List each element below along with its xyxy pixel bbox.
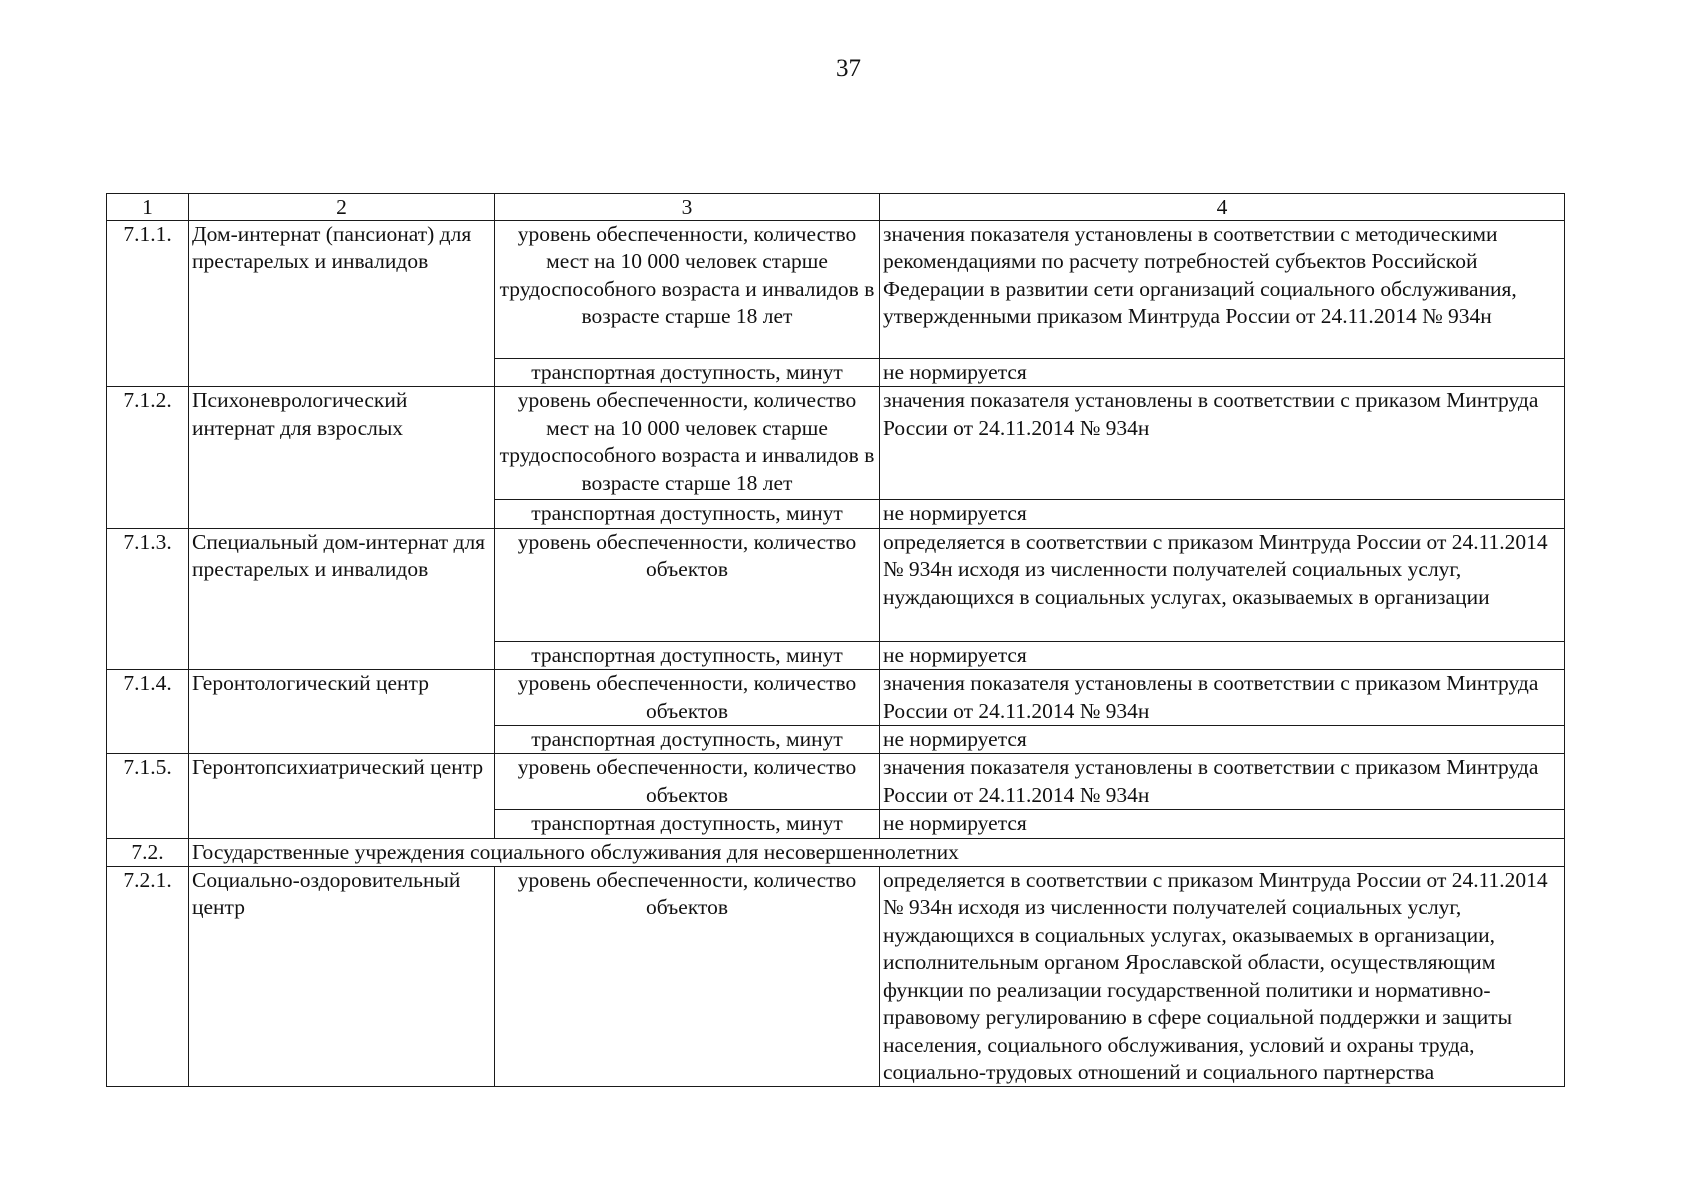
- row-number: 7.2.1.: [107, 867, 189, 1087]
- value-cell: значения показателя установлены в соответствии с приказом Минтруда России от 24.11.2014 № 934н: [880, 387, 1565, 500]
- table-row: [107, 221, 1565, 359]
- facility-name: Геронтопсихиатрический центр: [189, 754, 495, 838]
- section-title: Государственные учреждения социального обслуживания для несовершеннолетних: [189, 838, 1565, 866]
- indicator-cell: уровень обеспеченности, количество мест на 10 000 человек старше трудоспособного возраста и инвалидов в возрасте старше 18 лет: [495, 221, 880, 359]
- indicator-cell: уровень обеспеченности, количество мест на 10 000 человек старше трудоспособного возраста и инвалидов в возрасте старше 18 лет: [495, 387, 880, 500]
- table-row: [107, 867, 1565, 1087]
- facility-name: Психоневрологический интернат для взрослых: [189, 387, 495, 528]
- column-header-4: 4: [880, 194, 1565, 221]
- row-number: 7.1.4.: [107, 670, 189, 754]
- indicator-cell: транспортная доступность, минут: [495, 726, 880, 754]
- standards-table: [106, 193, 1565, 1087]
- indicator-cell: транспортная доступность, минут: [495, 359, 880, 387]
- page-number: 37: [836, 55, 861, 82]
- row-number: 7.1.3.: [107, 528, 189, 669]
- value-cell: не нормируется: [880, 500, 1565, 528]
- row-number: 7.1.1.: [107, 221, 189, 387]
- facility-name: Социально-оздоровительный центр: [189, 867, 495, 1087]
- row-number: 7.1.5.: [107, 754, 189, 838]
- row-number: 7.1.2.: [107, 387, 189, 528]
- indicator-cell: уровень обеспеченности, количество объектов: [495, 670, 880, 726]
- column-header-2: 2: [189, 194, 495, 221]
- indicator-cell: транспортная доступность, минут: [495, 641, 880, 669]
- value-cell: значения показателя установлены в соответствии с приказом Минтруда России от 24.11.2014 № 934н: [880, 754, 1565, 810]
- section-number: 7.2.: [107, 838, 189, 866]
- table-row: [107, 670, 1565, 726]
- facility-name: Специальный дом-интернат для престарелых и инвалидов: [189, 528, 495, 669]
- value-cell: значения показателя установлены в соответствии с приказом Минтруда России от 24.11.2014 № 934н: [880, 670, 1565, 726]
- facility-name: Геронтологический центр: [189, 670, 495, 754]
- facility-name: Дом-интернат (пансионат) для престарелых и инвалидов: [189, 221, 495, 387]
- indicator-cell: транспортная доступность, минут: [495, 810, 880, 838]
- indicator-cell: уровень обеспеченности, количество объектов: [495, 754, 880, 810]
- column-header-1: 1: [107, 194, 189, 221]
- value-cell: не нормируется: [880, 359, 1565, 387]
- indicator-cell: транспортная доступность, минут: [495, 500, 880, 528]
- value-cell: не нормируется: [880, 810, 1565, 838]
- indicator-cell: уровень обеспеченности, количество объектов: [495, 528, 880, 641]
- table-row: [107, 754, 1565, 810]
- indicator-cell: уровень обеспеченности, количество объектов: [495, 867, 880, 1087]
- table-row: [107, 528, 1565, 641]
- table-row: [107, 387, 1565, 500]
- value-cell: определяется в соответствии с приказом Минтруда России от 24.11.2014 № 934н исходя из численности получателей социальных услуг, нуждающихся в социальных услугах, оказываемых в организации, исполнительным органом Ярославской области, осуществляющим функции по реализации государственной политики и нормативно-правовому регулированию в сфере социальной поддержки и защиты населения, социального обслуживания, условий и охраны труда, социально-трудовых отношений и социального партнерства: [880, 867, 1565, 1087]
- table-header-row: [107, 194, 1565, 221]
- value-cell: не нормируется: [880, 641, 1565, 669]
- value-cell: определяется в соответствии с приказом Минтруда России от 24.11.2014 № 934н исходя из численности получателей социальных услуг, нуждающихся в социальных услугах, оказываемых в организации: [880, 528, 1565, 641]
- value-cell: значения показателя установлены в соответствии с методическими рекомендациями по расчету потребностей субъектов Российской Федерации в развитии сети организаций социального обслуживания, утвержденными приказом Минтруда России от 24.11.2014 № 934н: [880, 221, 1565, 359]
- column-header-3: 3: [495, 194, 880, 221]
- section-row: [107, 838, 1565, 866]
- value-cell: не нормируется: [880, 726, 1565, 754]
